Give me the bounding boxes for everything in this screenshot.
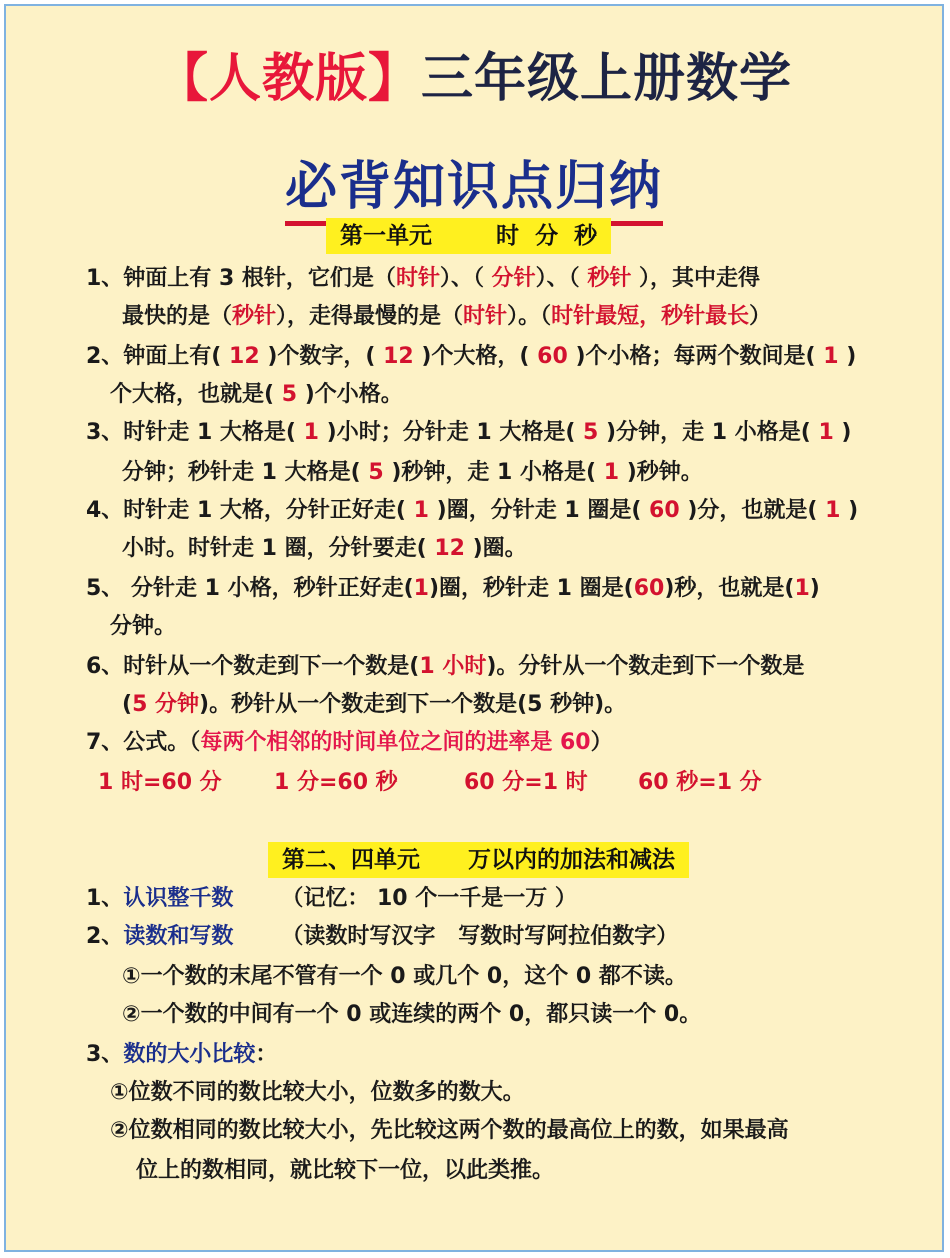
u1-item6-line2: (5 分钟)。秒针从一个数走到下一个数是(5 秒钟)。	[122, 692, 627, 717]
title-main: 三年级上册数学	[421, 49, 793, 109]
u1-item7: 7、公式。（每两个相邻的时间单位之间的进率是 60）	[86, 730, 613, 755]
edition-label: 【人教版】	[155, 49, 421, 109]
u2-item3-rule2-line2: 位上的数相同，就比较下一位，以此类推。	[136, 1158, 555, 1183]
u2-item2: 2、读数和写数 （读数时写汉字 写数时写阿拉伯数字）	[86, 924, 679, 949]
u1-item2-line2: 个大格，也就是( 5 )个小格。	[110, 382, 403, 407]
formula-2: 1 分=60 秒	[274, 770, 398, 795]
formula-4: 60 秒=1 分	[638, 770, 762, 795]
formula-1: 1 时=60 分	[98, 770, 222, 795]
u2-item1: 1、认识整千数 （记忆： 10 个一千是一万 ）	[86, 886, 577, 911]
u1-item2-line1: 2、钟面上有( 12 )个数字，( 12 )个大格，( 60 )个小格；每两个数间是( 1 )	[86, 344, 857, 369]
u2-item3: 3、数的大小比较：	[86, 1042, 278, 1067]
u2-item3-rule1: ①位数不同的数比较大小，位数多的数大。	[110, 1080, 525, 1105]
u1-item6-line1: 6、时针从一个数走到下一个数是(1 小时)。分针从一个数走到下一个数是	[86, 654, 805, 679]
u2-item3-rule2-line1: ②位数相同的数比较大小，先比较这两个数的最高位上的数，如果最高	[110, 1118, 789, 1143]
unit2-header: 第二、四单元 万以内的加法和减法	[268, 842, 689, 878]
u1-item1-line2: 最快的是（秒针），走得最慢的是（时针）。（时针最短，秒针最长）	[122, 304, 772, 329]
u1-item5-line2: 分钟。	[110, 614, 177, 639]
page-title	[6, 36, 942, 111]
u1-item3-line1: 3、时针走 1 大格是( 1 )小时；分针走 1 大格是( 5 )分钟，走 1 小格是( 1 )	[86, 420, 852, 445]
unit1-header: 第一单元 时 分 秒	[326, 218, 611, 254]
u1-item4-line1: 4、时针走 1 大格，分针正好走( 1 )圈，分针走 1 圈是( 60 )分，也就是( 1 )	[86, 498, 859, 523]
u1-item5-line1: 5、 分针走 1 小格，秒针正好走(1)圈，秒针走 1 圈是(60)秒，也就是(1)	[86, 576, 820, 601]
formula-3: 60 分=1 时	[464, 770, 588, 795]
u1-item1-line1: 1、钟面上有 3 根针，它们是（时针）、（ 分针）、（ 秒针 ），其中走得	[86, 266, 760, 291]
u1-item4-line2: 小时。时针走 1 圈，分针要走( 12 )圈。	[122, 536, 527, 561]
u2-item2-rule2: ②一个数的中间有一个 0 或连续的两个 0，都只读一个 0。	[122, 1002, 702, 1027]
u1-item3-line2: 分钟；秒针走 1 大格是( 5 )秒钟，走 1 小格是( 1 )秒钟。	[122, 460, 703, 485]
u2-item2-rule1: ①一个数的末尾不管有一个 0 或几个 0，这个 0 都不读。	[122, 964, 687, 989]
subtitle-text: 必背知识点归纳	[285, 144, 663, 226]
page-subtitle	[6, 144, 942, 226]
page	[4, 4, 944, 1252]
